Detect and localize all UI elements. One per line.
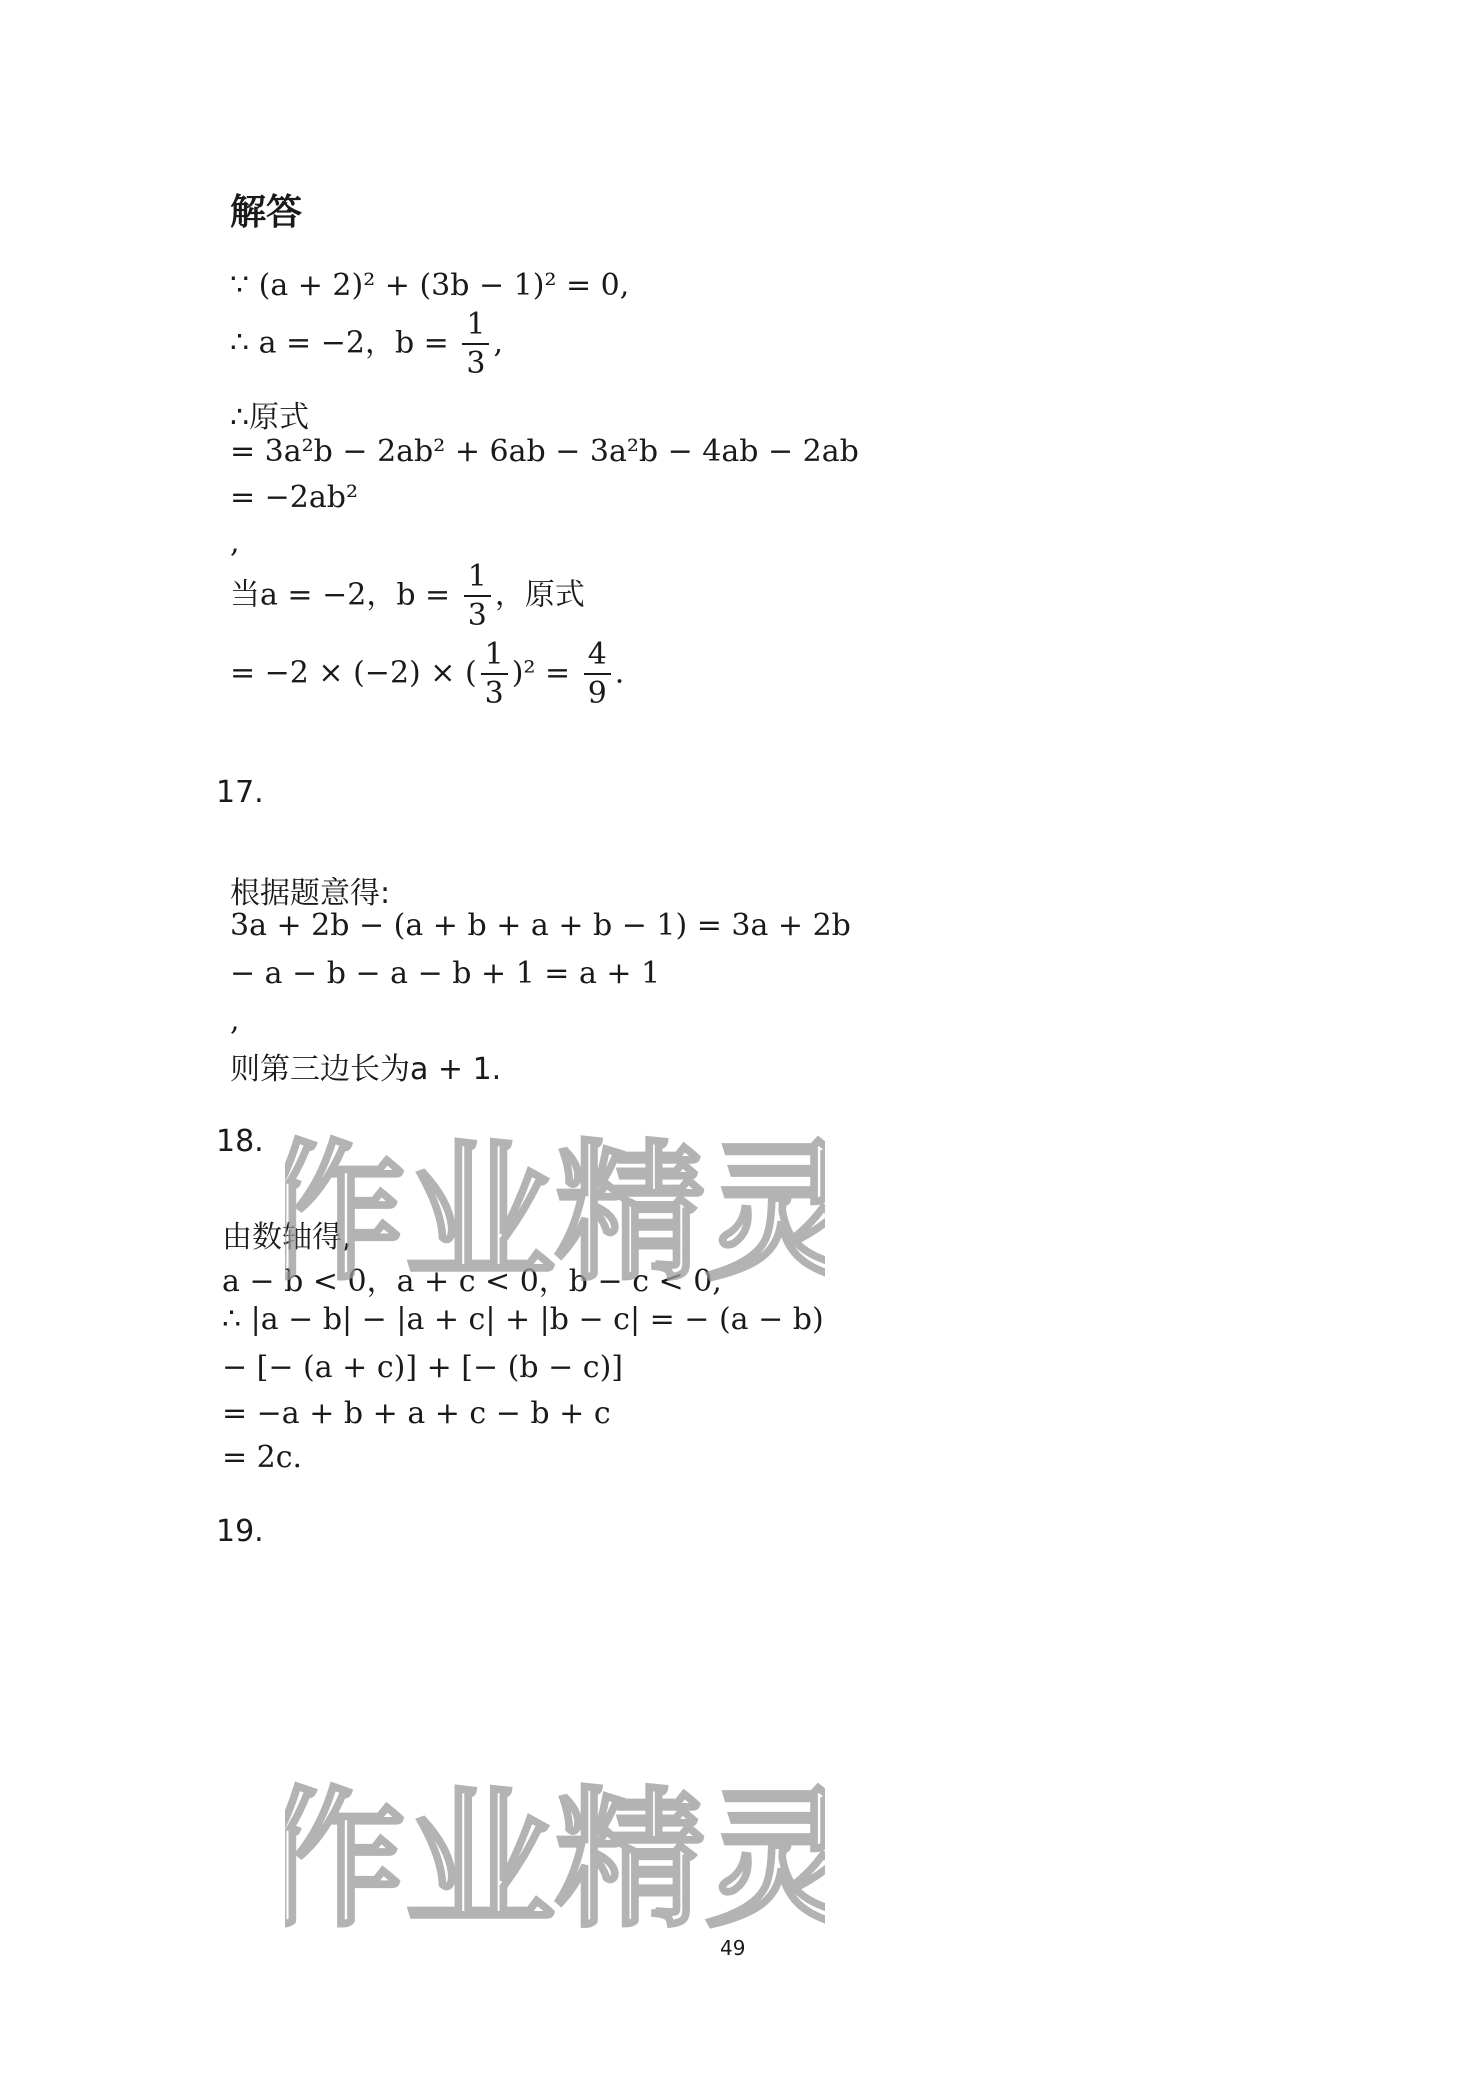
fraction-denominator: 9 <box>587 676 607 711</box>
solution-line-2-pre: ∴ a = −2，b = <box>230 325 459 361</box>
solution-line-7 <box>230 559 585 633</box>
solution-line-1: ∵ (a + 2)² + (3b − 1)² = 0, <box>230 268 630 303</box>
solution-line-8-pre: = −2 × (−2) × ( <box>230 655 477 691</box>
solution-line-7-pre: 当a = −2，b = <box>230 577 460 613</box>
fraction-numerator: 1 <box>481 640 508 675</box>
q18-line-2: a − b < 0，a + c < 0，b − c < 0, <box>222 1264 722 1299</box>
q17-line-4: , <box>230 1003 240 1038</box>
solution-line-7-post: ，原式 <box>494 577 585 613</box>
fraction-numerator: 4 <box>584 640 611 675</box>
question-19-number: 19. <box>216 1514 264 1549</box>
question-17-number: 17. <box>216 775 264 810</box>
solution-line-2-post: , <box>493 325 503 361</box>
fraction-numerator: 1 <box>464 562 491 597</box>
fraction-one-third-2 <box>464 559 491 633</box>
q17-line-1: 根据题意得: <box>230 876 391 911</box>
q18-line-1: 由数轴得, <box>222 1220 352 1255</box>
solution-line-8 <box>230 637 625 711</box>
q18-line-6: = 2c. <box>222 1440 303 1475</box>
q18-line-3: ∴ |a − b| − |a + c| + |b − c| = − (a − b) <box>222 1302 824 1337</box>
watermark-bottom-graphic <box>285 1762 825 1952</box>
q18-line-5: = −a + b + a + c − b + c <box>222 1396 611 1431</box>
solution-line-2 <box>230 307 503 381</box>
q17-line-3: − a − b − a − b + 1 = a + 1 <box>230 956 661 991</box>
question-18-number: 18. <box>216 1124 264 1159</box>
solution-line-8-post: . <box>614 655 625 691</box>
page-number: 49 <box>720 1936 746 1960</box>
fraction-one-third <box>462 307 489 381</box>
svg-text:作业精灵: 作业精灵 <box>285 1127 825 1301</box>
svg-text:作业精灵: 作业精灵 <box>285 1774 825 1948</box>
q17-line-2: 3a + 2b − (a + b + a + b − 1) = 3a + 2b <box>230 908 851 943</box>
fraction-one-third-3 <box>481 637 508 711</box>
fraction-denominator: 3 <box>467 598 487 633</box>
solution-heading: 解答 <box>230 192 303 233</box>
fraction-denominator: 3 <box>484 676 504 711</box>
solution-line-5: = −2ab² <box>230 480 359 515</box>
q17-line-5: 则第三边长为a + 1. <box>230 1052 502 1087</box>
solution-line-8-mid: )² = <box>511 655 580 691</box>
solution-line-3: ∴原式 <box>230 400 310 435</box>
watermark-top-graphic <box>285 1115 825 1305</box>
fraction-four-ninths <box>584 637 611 711</box>
solution-line-4: = 3a²b − 2ab² + 6ab − 3a²b − 4ab − 2ab <box>230 434 859 469</box>
fraction-denominator: 3 <box>466 346 486 381</box>
watermark-top <box>285 1115 825 1305</box>
q18-line-4: − [− (a + c)] + [− (b − c)] <box>222 1350 623 1385</box>
solution-line-6: , <box>230 525 240 560</box>
fraction-numerator: 1 <box>462 310 489 345</box>
watermark-bottom <box>285 1762 825 1952</box>
